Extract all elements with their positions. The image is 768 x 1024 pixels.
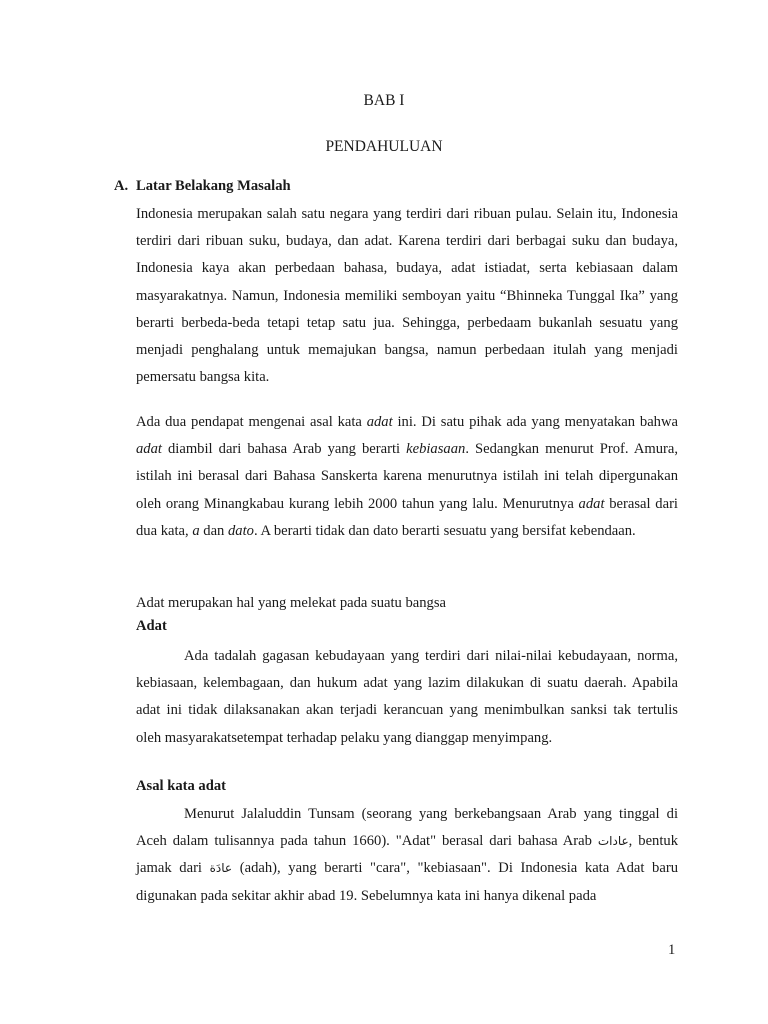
page-number: 1 <box>668 942 676 958</box>
p5-text-c: (adah), yang berarti "cara", "kebiasaan". Di Indonesia kata Adat baru digunakan pada sekitar akhir abad 19. Sebelumnya kata ini hanya dikenal pada <box>136 860 678 904</box>
section-title: Latar Belakang Masalah <box>136 178 291 194</box>
p2-italic-adat-2: adat <box>136 441 162 458</box>
p2-italic-kebiasaan: kebiasaan <box>406 441 466 458</box>
paragraph-2 <box>136 409 678 545</box>
p2-text-b: ini. Di satu pihak ada yang menyatakan bahwa <box>392 414 678 430</box>
paragraph-5-block <box>136 801 678 910</box>
chapter-heading: BAB I <box>363 92 405 109</box>
paragraph-1-block <box>136 201 678 391</box>
p5-text-b: , bentuk jamak dari <box>136 833 678 877</box>
paragraph-5 <box>136 801 678 910</box>
p2-text-a: Ada dua pendapat mengenai asal kata <box>136 414 367 430</box>
section-letter: A. <box>114 178 129 194</box>
p2-text-c: diambil dari bahasa Arab yang berarti <box>161 441 407 458</box>
paragraph-2-block <box>136 409 678 545</box>
p2-italic-adat-3: adat <box>578 495 605 512</box>
p5-text-a: Menurut Jalaluddin Tunsam (seorang yang berkebangsaan Arab yang tinggal di Aceh dalam tulisannya pada tahun 1660). "Adat" berasal dari bahasa Arab <box>136 806 678 850</box>
p5-arabic-2: عادَة <box>209 861 233 876</box>
paragraph-3-block <box>136 590 678 617</box>
p2-text-d: . Sedangkan menurut Prof. Amura, istilah ini berasal dari Bahasa Sanskerta karena menurutnya istilah ini telah dipergunakan oleh orang Minangkabau kurang lebih 2000 tahun yang lalu. Menurutnya <box>136 441 678 512</box>
heading-asal-kata-adat: Asal kata adat <box>136 778 227 794</box>
p5-arabic-1: عادات <box>597 834 629 849</box>
heading-adat: Adat <box>136 618 167 634</box>
section-a-heading <box>114 178 291 195</box>
paragraph-4: Ada tadalah gagasan kebudayaan yang terdiri dari nilai-nilai kebudayaan, norma, kebiasaan, kelembagaan, dan hukum adat yang lazim dilakukan di suatu daerah. Apabila adat ini tidak dilaksanakan akan terjadi kerancuan yang menimbulkan sanksi tak tertulis oleh masyarakatsetempat terhadap pelaku yang dianggap menyimpang. <box>136 648 678 746</box>
p2-text-g: . A berarti tidak dan dato berarti sesuatu yang bersifat kebendaan. <box>253 522 636 539</box>
paragraph-3: Adat merupakan hal yang melekat pada suatu bangsa <box>136 595 447 611</box>
p2-italic-adat-1: adat <box>366 414 393 430</box>
p2-italic-a: a <box>192 522 200 539</box>
chapter-title: PENDAHULUAN <box>325 138 443 155</box>
paragraph-4-block <box>136 643 678 752</box>
p2-text-f: dan <box>199 522 228 539</box>
p2-italic-dato: dato <box>228 522 254 539</box>
p2-text-e: berasal dari dua kata, <box>136 495 678 539</box>
paragraph-1: Indonesia merupakan salah satu negara yang terdiri dari ribuan pulau. Selain itu, Indonesia terdiri dari ribuan suku, budaya, dan adat. Karena terdiri dari berbagai suku dan budaya, Indonesia kaya akan perbedaan bahasa, budaya, adat istiadat, serta kebiasaan dalam masyarakatnya. Namun, Indonesia memiliki semboyan yaitu “Bhinneka Tunggal Ika” yang berarti berbeda-beda tetapi tetap satu jua. Sehingga, perbedaam bukanlah sesuatu yang menjadi penghalang untuk memajukan bangsa, namun perbedaan itulah yang menjadi pemersatu bangsa kita. <box>136 206 678 386</box>
